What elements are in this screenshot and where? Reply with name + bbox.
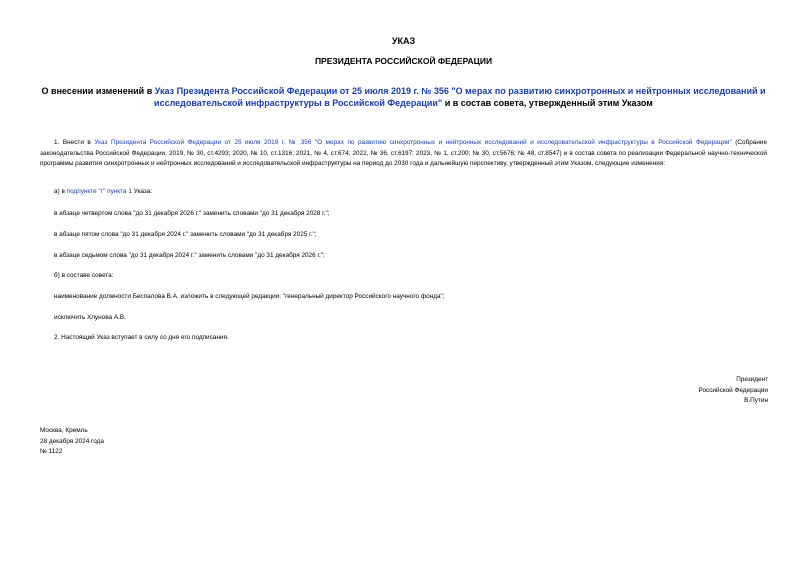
item-a-1: в абзаце четвертом слова "до 31 декабря 2026 г." заменить словами "до 31 декабря 2028 г.";	[54, 210, 330, 217]
paragraph-1-prefix: 1. Внести в	[54, 139, 95, 146]
signing-date: 28 декабря 2024 года	[40, 437, 104, 445]
title-prefix: О внесении изменений в	[41, 86, 155, 96]
place-date-block	[40, 426, 104, 458]
paragraph-1-text: (Собрание законодательства Российской Федерации, 2019, № 30, ст.4293; 2020, № 10, ст.1316; 2021, № 4, ст.674; 2022, № 36, ст.6197; 2023, № 1, ст.200; № 30, ст.5676; № 48, ст.8547) и в состав совета по реализации Федеральной научно-технической программы развития синхротронных и нейтронных исследований и исследовательской инфраструктуры на период до 2030 года и дальнейшую перспективу, утвержденный этим Указом, следующие изменения:	[40, 139, 767, 167]
item-a-3: в абзаце седьмом слова "до 31 декабря 2024 г." заменить словами "до 31 декабря 2026 г.";	[54, 252, 325, 259]
signature-block	[699, 375, 769, 407]
signature-country: Российской Федерации	[698, 386, 768, 394]
paragraph-2: 2. Настоящий Указ вступает в силу со дня его подписания.	[54, 334, 229, 341]
decree-number: № 1122	[40, 448, 63, 455]
title-decree-link[interactable]: Указ Президента Российской Федерации от 25 июля 2019 г. № 356 "О мерах по развитию синхротронных и нейтронных исследований и исследовательской инфраструктуры в Российской Федерации"	[154, 86, 766, 108]
signing-place: Москва, Кремль	[40, 427, 88, 434]
signature-position: Президент	[736, 376, 768, 383]
item-a	[54, 187, 767, 198]
issuer-heading: ПРЕЗИДЕНТА РОССИЙСКОЙ ФЕДЕРАЦИИ	[314, 56, 493, 66]
item-b-2: исключить Хлунова А.В.	[54, 314, 126, 321]
item-b: б) в составе совета:	[54, 272, 114, 279]
item-a-suffix: Указа:	[131, 188, 153, 195]
signature-name: В.Путин	[744, 397, 768, 404]
document-title	[40, 85, 767, 109]
paragraph-1	[40, 138, 767, 170]
paragraph-1-decree-link[interactable]: Указ Президента Российской Федерации от 25 июля 2019 г. № 356 "О мерах по развитию синхротронных и нейтронных исследований и исследовательской инфраструктуры в Российской Федерации"	[94, 139, 732, 146]
item-a-link[interactable]: подпункте "г" пункта 1	[66, 188, 132, 195]
title-suffix: и в состав совета, утвержденный этим Указом	[442, 98, 653, 108]
item-b-1: наименование должности Беспалова В.А. изложить в следующей редакции: "генеральный директор Российского научного фонда";	[54, 293, 445, 300]
document-type-heading: УКАЗ	[391, 36, 416, 46]
item-a-prefix: а) в	[54, 188, 67, 195]
item-a-2: в абзаце пятом слова "до 31 декабря 2024 г." заменить словами "до 31 декабря 2025 г.";	[54, 231, 317, 238]
